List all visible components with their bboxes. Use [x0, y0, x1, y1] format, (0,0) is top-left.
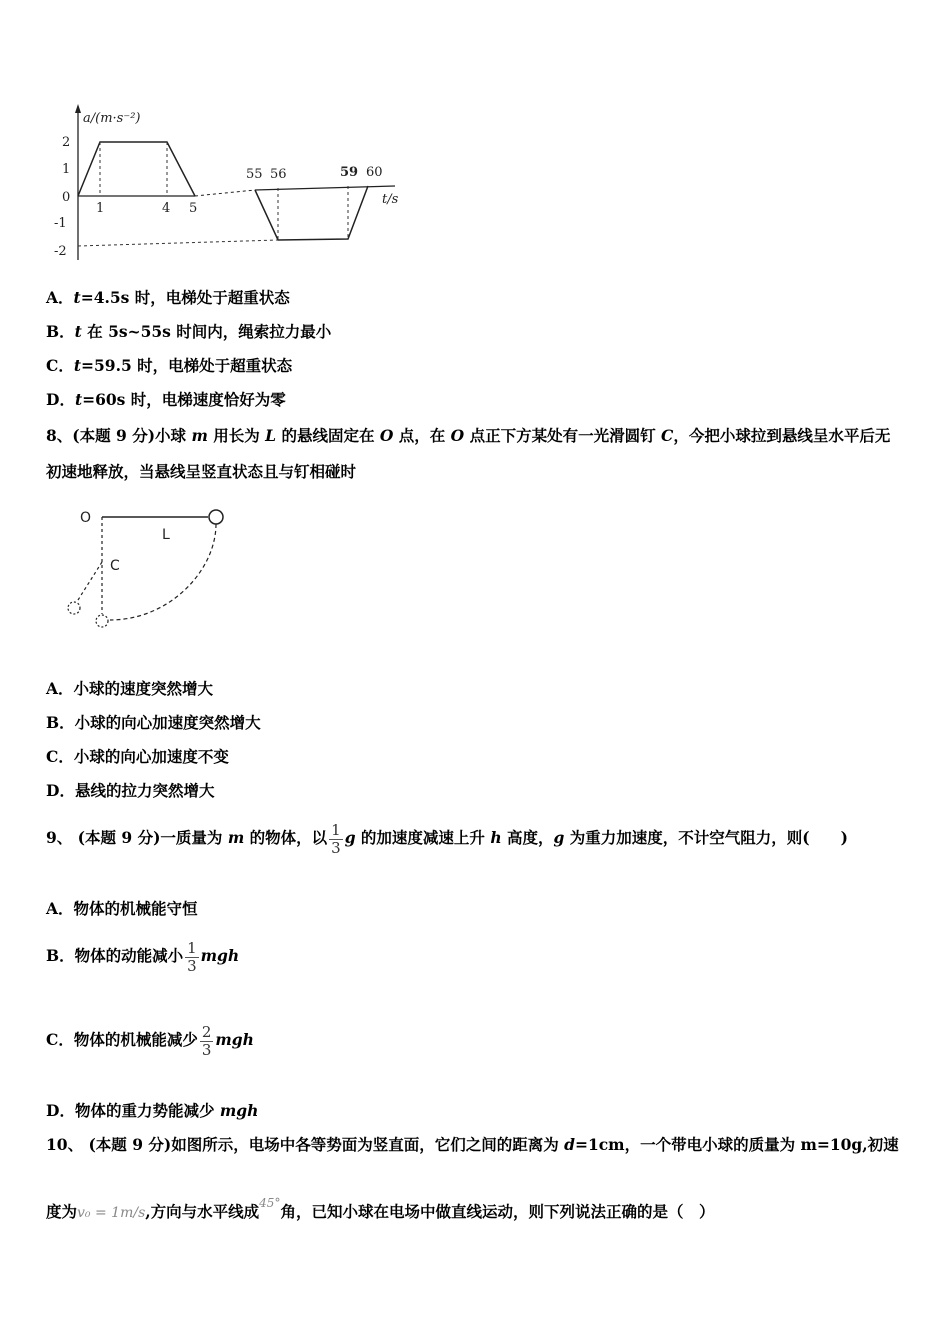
- x-axis-gap: [195, 190, 255, 196]
- xtick-5: 5: [189, 201, 198, 216]
- fig-label-L: L: [162, 527, 170, 543]
- ytick-0: 0: [62, 190, 71, 205]
- q7-option-d: D．t=60s 时，电梯速度恰好为零: [46, 390, 286, 409]
- q9-stem: 9、 (本题 9 分)一质量为 m 的物体，以 $\frac{1}{3}$ g 的加速度减速上升 h 高度，g 为重力加速度，不计空气阻力，则( ): [46, 820, 848, 857]
- q9-option-a: A．物体的机械能守恒: [46, 899, 198, 918]
- q8-stem-line2: 初速地释放，当悬线呈竖直状态且与钉相碰时: [46, 462, 357, 481]
- q8-option-c: C．小球的向心加速度不变: [46, 747, 229, 766]
- xtick-59: 59: [340, 165, 359, 180]
- q7-option-a: A．t=4.5s 时，电梯处于超重状态: [46, 288, 290, 307]
- q9-b-fraction: $\frac{1}{3}$: [187, 938, 197, 975]
- initial-velocity-formula: 𝑣₀ = 1𝑚/𝑠: [77, 1205, 146, 1221]
- acceleration-time-graph: [50, 100, 420, 275]
- pendulum-figure: [60, 500, 240, 640]
- xtick-4: 4: [162, 201, 171, 216]
- ball-bottom: [96, 615, 108, 627]
- ytick-neg2: -2: [54, 244, 67, 259]
- q9-option-c: C．物体的机械能减少 $\frac{2}{3}$ mgh: [46, 1022, 254, 1059]
- q7-option-c: C．t=59.5 时，电梯处于超重状态: [46, 356, 293, 375]
- q7-option-b: B．t 在 5s~55s 时间内，绳索拉力最小: [46, 322, 332, 341]
- xtick-56: 56: [270, 167, 287, 182]
- positive-accel-segment: [78, 142, 195, 196]
- short-string: [78, 562, 102, 600]
- q10-stem-line2: 度为𝑣₀ = 1𝑚/𝑠,方向与水平线成$^{45^\circ}$角，已知小球在电场中做直线运动，则下列说法正确的是（ ）: [46, 1196, 715, 1221]
- fig-label-C: C: [110, 558, 120, 574]
- ytick-1: 1: [62, 162, 71, 177]
- y-axis-arrow: [75, 104, 81, 113]
- q8-option-b: B．小球的向心加速度突然增大: [46, 713, 261, 732]
- q8-option-a: A．小球的速度突然增大: [46, 679, 214, 698]
- q9-option-b: B．物体的动能减小 $\frac{1}{3}$ mgh: [46, 938, 240, 975]
- ball-short: [68, 602, 80, 614]
- fig-label-O: O: [80, 510, 92, 526]
- y-axis-label: a/(m·s⁻²): [83, 111, 141, 126]
- negative-accel-segment: [255, 186, 368, 240]
- q8-stem-line1: 8、(本题 9 分)小球 m 用长为 L 的悬线固定在 O 点，在 O 点正下方某处有一光滑圆钉 C，今把小球拉到悬线呈水平后无: [46, 426, 891, 445]
- ytick-2: 2: [62, 135, 71, 150]
- q10-stem-line1: 10、 (本题 9 分)如图所示，电场中各等势面为竖直面，它们之间的距离为 d=1cm，一个带电小球的质量为 m=10g,初速: [46, 1135, 899, 1154]
- q8-option-d: D．悬线的拉力突然增大: [46, 781, 215, 800]
- ytick-neg1: -1: [54, 216, 67, 231]
- neg2-guide: [78, 240, 278, 246]
- xtick-60: 60: [366, 165, 383, 180]
- xtick-1: 1: [96, 201, 105, 216]
- q9-fraction: $\frac{1}{3}$: [331, 820, 341, 857]
- angle-45: 45°: [259, 1196, 281, 1210]
- q9-c-fraction: $\frac{2}{3}$: [201, 1022, 212, 1059]
- x-axis-label: t/s: [382, 192, 399, 207]
- xtick-55: 55: [246, 167, 263, 182]
- ball-start: [209, 510, 223, 524]
- x-axis-right: [255, 186, 395, 190]
- q9-option-d: D．物体的重力势能减少 mgh: [46, 1101, 259, 1120]
